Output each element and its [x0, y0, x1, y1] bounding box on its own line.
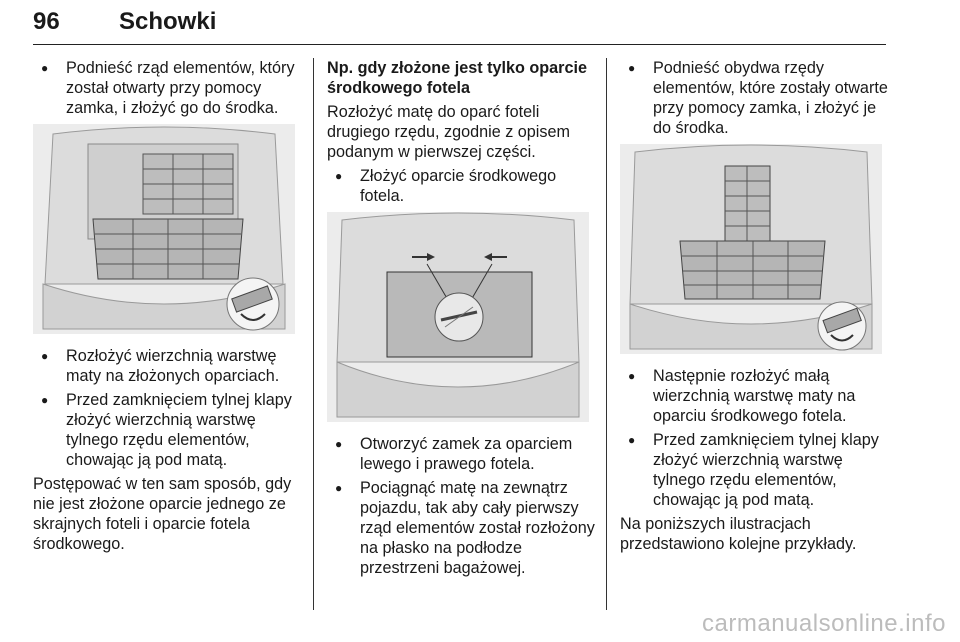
bullet-item: ● Przed zamknięciem tylnej klapy złożyć wierzchnią warstwę tylnego rzędu elementów, chowając ją pod matą.: [620, 430, 890, 510]
paragraph: Na poniższych ilustracjach przedstawiono kolejne przykłady.: [620, 515, 857, 553]
bullet-item: ● Rozłożyć wierzchnią warstwę maty na złożonych oparciach.: [33, 346, 303, 386]
section-title: Schowki: [119, 8, 217, 35]
illustration-mat-center-seat: [620, 144, 882, 354]
bullet-item: ● Złożyć oparcie środkowego fotela.: [327, 166, 597, 206]
column-3: [620, 58, 890, 558]
page-number: 96: [33, 8, 60, 35]
bullet-item: ● Następnie rozłożyć małą wierzchnią warstwę maty na oparciu środkowego fotela.: [620, 366, 890, 426]
column-1: [33, 58, 303, 558]
column-divider: [313, 58, 314, 610]
page-header: [33, 6, 886, 46]
illustration-zipper-detail: [327, 212, 589, 422]
column-divider: [606, 58, 607, 610]
illustration-mat-unfolded-rear: [33, 124, 295, 334]
column-2: [327, 58, 597, 582]
watermark: carmanualsonline.info: [702, 610, 946, 637]
bullet-item: ● Przed zamknięciem tylnej klapy złożyć wierzchnią warstwę tylnego rzędu elementów, chowając ją pod matą.: [33, 390, 303, 470]
bullet-item: ● Otworzyć zamek za oparciem lewego i prawego fotela.: [327, 434, 597, 474]
paragraph: Postępować w ten sam sposób, gdy nie jest złożone oparcie jednego ze skrajnych foteli i oparcie fotela środkowego.: [33, 475, 292, 553]
bullet-item: ● Podnieść rząd elementów, który został otwarty przy pomocy zamka, i złożyć go do środka.: [33, 58, 303, 118]
paragraph: Rozłożyć matę do oparć foteli drugiego rzędu, zgodnie z opisem podanym w pierwszej części.: [327, 103, 570, 161]
subheading: Np. gdy złożone jest tylko oparcie środkowego fotela: [327, 59, 587, 97]
bullet-item: ● Pociągnąć matę na zewnątrz pojazdu, tak aby cały pierwszy rząd elementów został rozłożony na płasko na podłodze przestrzeni bagażowej.: [327, 478, 597, 578]
header-rule: [33, 44, 886, 45]
bullet-item: ● Podnieść obydwa rzędy elementów, które zostały otwarte przy pomocy zamka, i złożyć je do środka.: [620, 58, 890, 138]
